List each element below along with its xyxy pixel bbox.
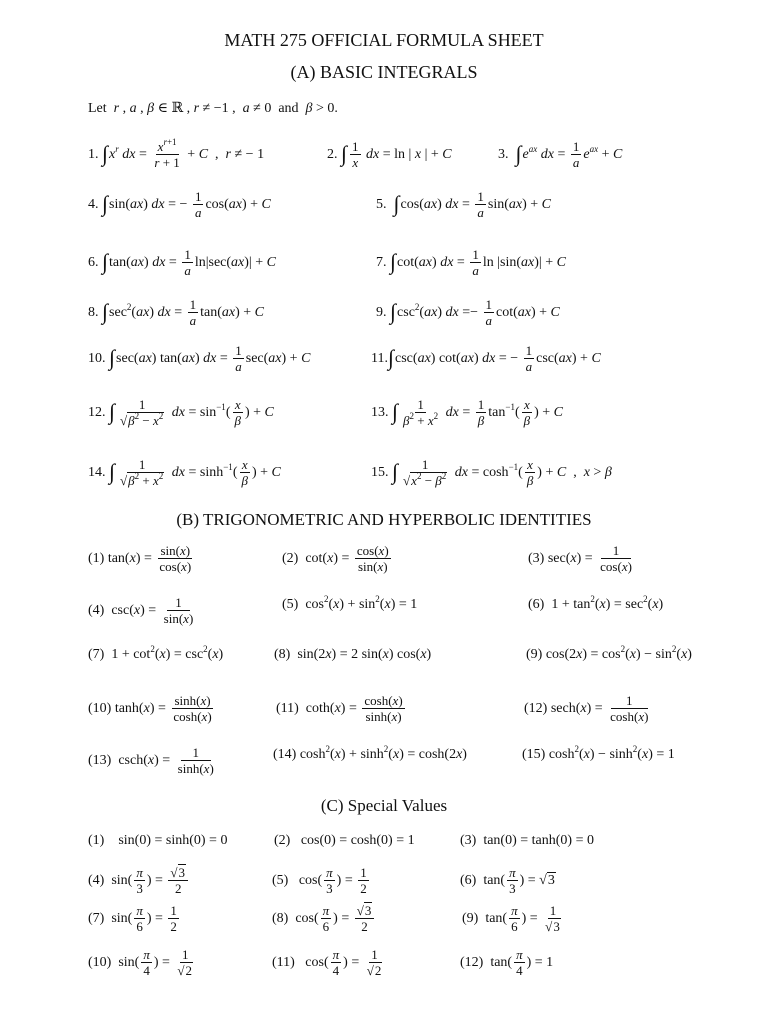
special-c1: (1) sin(0) = sinh(0) = 0 xyxy=(88,833,228,848)
identity-b2: (2) cot(x) = $\frac{\cos(x)}{\sin(x)}$ xyxy=(282,543,389,574)
identity-b3: (3) sec(x) = $\frac{1}{\cos(x)}$ xyxy=(528,543,632,574)
identity-b9: (9) $\cos(2x) = \cos^2(x) - \sin^2(x)$ xyxy=(526,644,692,662)
formula-a4: 4. ∫sin(ax) dx = − $\frac{1}{a}$ cos(ax) + C xyxy=(88,189,271,220)
formula-a6: 6. ∫tan(ax) dx = $\frac{1}{a}$ ln|sec(ax)| + C xyxy=(88,247,276,278)
formula-a13: 13. ∫ $\frac{1}{\beta^2 + x^2}$ dx = $\frac{1}{\beta}$ $\tan^{-1}$( $\frac{x}{\beta}$ ) + C xyxy=(371,397,564,428)
identity-b1: (1) tan(x) = $\frac{\sin(x)}{\cos(x)}$ xyxy=(88,543,192,574)
formula-a5: 5. ∫cos(ax) dx = $\frac{1}{a}$ sin(ax) + C xyxy=(376,189,551,220)
identity-b10: (10) tanh(x) = $\frac{\sinh(x)}{\cosh(x)}$ xyxy=(88,693,212,724)
formula-a7: 7. ∫cot(ax) dx = $\frac{1}{a}$ ln |sin(ax)| + C xyxy=(376,247,566,278)
let-word: Let xyxy=(88,101,107,116)
formula-a10: 10. ∫sec(ax) tan(ax) dx = $\frac{1}{a}$ sec(ax) + C xyxy=(88,343,311,374)
assumption-line: Let r , a , β ∈ ℝ , r ≠ −1 , a ≠ 0 and β > 0. xyxy=(88,101,338,116)
special-c7: (7) sin( $\frac{\pi}{6}$ ) = $\frac{1}{2}$ xyxy=(88,903,177,934)
formula-a12: 12. ∫ $\frac{1}{√\beta^2 - x^2}$ dx = $\sin^{-1}$( $\frac{x}{\beta}$ ) + C xyxy=(88,397,274,428)
special-c10: (10) sin( $\frac{\pi}{4}$ ) = $\frac{1}{√2}$ xyxy=(88,947,193,978)
special-c3: (3) tan(0) = tanh(0) = 0 xyxy=(460,833,594,848)
special-c8: (8) cos( $\frac{\pi}{6}$ ) = $\frac{√3}{2}$ xyxy=(272,904,376,934)
formula-a15: 15. ∫ $\frac{1}{√x^2 - \beta^2}$ dx = $\cosh^{-1}$( $\frac{x}{\beta}$ ) + C , x > β xyxy=(371,457,612,488)
special-c11: (11) cos( $\frac{\pi}{4}$ ) = $\frac{1}{√2}$ xyxy=(272,947,382,978)
identity-b12: (12) sech(x) = $\frac{1}{\cosh(x)}$ xyxy=(524,693,649,724)
special-c2: (2) cos(0) = cosh(0) = 1 xyxy=(274,833,415,848)
formula-a1: 1. $\int x^r$ dx = $\frac{x^{r+1}}{r + 1}$ + C , r ≠ − 1 xyxy=(88,137,265,170)
identity-b5: (5) $\cos^2(x) + \sin^2(x) = 1$ xyxy=(282,594,418,612)
section-b-heading: (B) TRIGONOMETRIC AND HYPERBOLIC IDENTITIES xyxy=(176,510,592,529)
identity-b7: (7) $1 + \cot^2(x) = \csc^2(x)$ xyxy=(88,644,224,662)
section-a-heading: (A) BASIC INTEGRALS xyxy=(290,62,478,82)
identity-b4: (4) csc(x) = $\frac{1}{\sin(x)}$ xyxy=(88,595,194,626)
formula-a8: 8. $\int\sec^2(ax)$ dx = $\frac{1}{a}$ tan(ax) + C xyxy=(88,297,264,328)
identity-b14: (14) $\cosh^2(x) + \sinh^2(x) = \cosh(2x)$ xyxy=(273,744,467,762)
formula-a14: 14. ∫ $\frac{1}{√\beta^2 + x^2}$ dx = $\sinh^{-1}$( $\frac{x}{\beta}$ ) + C xyxy=(88,457,281,488)
formula-a2: 2. ∫ $\frac{1}{x}$ dx = ln | x | + C xyxy=(327,139,452,170)
page-title: MATH 275 OFFICIAL FORMULA SHEET xyxy=(224,30,544,50)
identity-b13: (13) csch(x) = $\frac{1}{\sinh(x)}$ xyxy=(88,745,214,776)
formula-a3: 3. $\int e^{ax}$ dx = $\frac{1}{a}$ $e^{ax} + C$ xyxy=(498,139,623,170)
formula-a9: 9. $\int\csc^2(ax)$ dx =− $\frac{1}{a}$ cot(ax) + C xyxy=(376,297,560,328)
identity-b15: (15) $\cosh^2(x) - \sinh^2(x) = 1$ xyxy=(522,744,675,762)
special-c4: (4) sin( $\frac{\pi}{3}$ ) = $\frac{√3}{2}$ xyxy=(88,866,190,896)
special-c12: (12) tan( $\frac{\pi}{4}$ ) = 1 xyxy=(460,947,554,978)
identity-b8: (8) sin(2x) = 2 sin(x) cos(x) xyxy=(274,647,432,662)
special-c5: (5) cos( $\frac{\pi}{3}$ ) = $\frac{1}{2}$ xyxy=(272,865,367,896)
identity-b11: (11) coth(x) = $\frac{\cosh(x)}{\sinh(x)}$ xyxy=(276,693,403,724)
identity-b6: (6) $1 + \tan^2(x) = \sec^2(x)$ xyxy=(528,594,664,612)
special-c6: (6) tan( $\frac{\pi}{3}$ ) = √3 xyxy=(460,865,555,896)
formula-a11: 11.∫csc(ax) cot(ax) dx = − $\frac{1}{a}$ csc(ax) + C xyxy=(371,343,601,374)
special-c9: (9) tan( $\frac{\pi}{6}$ ) = $\frac{1}{√3}$ xyxy=(462,903,560,934)
section-c-heading: (C) Special Values xyxy=(320,796,448,815)
